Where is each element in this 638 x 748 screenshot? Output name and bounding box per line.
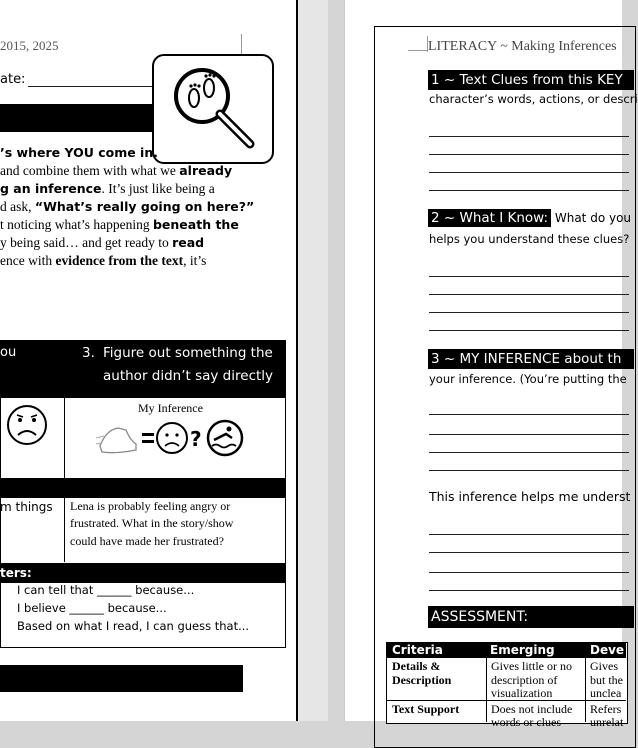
rubric-cell: but the (590, 673, 623, 687)
starters-header-bar (0, 563, 285, 583)
assessment-title: ASSESSMENT: (428, 606, 634, 628)
date-line[interactable] (28, 86, 158, 87)
rubric-col-divider (585, 658, 586, 722)
answer-line[interactable] (429, 414, 629, 415)
answer-line[interactable] (429, 294, 629, 295)
example-left-text: m things (0, 500, 53, 514)
section-2-line-1: 2 ~ What I Know: What do you (428, 210, 631, 226)
answer-line[interactable] (429, 190, 629, 191)
section-2-prompt: helps you understand these clues? (429, 232, 630, 246)
step-3-number: 3. (82, 345, 95, 361)
col-divider (64, 398, 65, 478)
page-header-date: 2015, 2025 (0, 38, 59, 53)
rubric-criteria-details-2: Description (392, 673, 452, 687)
worksheet-page-left (0, 0, 298, 721)
answer-line[interactable] (429, 154, 629, 155)
answer-line[interactable] (429, 434, 629, 435)
answer-line[interactable] (429, 572, 629, 573)
section-3-title: 3 ~ MY INFERENCE about th (428, 349, 634, 369)
intro-line-1: ’s where YOU come in. (0, 145, 158, 160)
sad-face-icon (6, 404, 48, 446)
section-3-prompt: your inference. (You’re putting the (429, 372, 627, 386)
rubric-cell: Does not include (491, 702, 573, 716)
bottom-banner (0, 665, 243, 692)
answer-line[interactable] (429, 172, 629, 173)
starter-3: Based on what I read, I can guess that... (17, 619, 250, 633)
section-1-title: 1 ~ Text Clues from this KEY (428, 70, 634, 90)
starter-2: I believe ______ because... (17, 601, 167, 615)
answer-line[interactable] (429, 452, 629, 453)
col-divider-2 (64, 498, 65, 562)
rubric-header-criteria: Criteria (392, 643, 443, 657)
sneaker-equals-sad-swimmer-icon (96, 416, 256, 462)
answer-line[interactable] (429, 330, 629, 331)
section-2-title: 2 ~ What I Know: (428, 209, 551, 227)
right-page-border (374, 26, 636, 748)
answer-line[interactable] (429, 552, 629, 553)
rubric-cell: unrelat (590, 715, 624, 729)
date-label: ate: (0, 72, 26, 87)
answer-line[interactable] (429, 470, 629, 471)
sentence-starters-label: ters: (0, 566, 32, 580)
right-page-header: LITERACY ~ Making Inferences (428, 39, 617, 54)
rubric-cell: visualization (491, 686, 553, 700)
answer-line[interactable] (429, 534, 629, 535)
svg-text:?: ? (190, 427, 202, 451)
title-banner (0, 104, 150, 132)
rubric-col-divider (486, 658, 487, 722)
intro-line-7: ence with evidence from the text, it’s (0, 253, 207, 268)
answer-line[interactable] (429, 136, 629, 137)
answer-line[interactable] (429, 312, 629, 313)
example-right-line-1: Lena is probably feeling angry or (70, 499, 231, 513)
rubric-header-emerging: Emerging (490, 643, 555, 657)
intro-line-2: and combine them with what we already (0, 163, 233, 178)
starter-1: I can tell that ______ because... (17, 583, 195, 597)
answer-line[interactable] (429, 276, 629, 277)
intro-line-3: g an inference. It’s just like being a (0, 181, 215, 196)
intro-line-5: t noticing what’s happening beneath the (0, 217, 239, 232)
margin-mark (241, 34, 242, 54)
example-right-line-2: frustrated. What in the story/show (70, 516, 234, 530)
intro-line-6: y being said… and get ready to read (0, 235, 205, 250)
my-inference-label: My Inference (138, 401, 203, 415)
rubric-cell: Refers (590, 702, 622, 716)
rubric-cell: Gives little or no (491, 659, 572, 673)
rubric-cell: description of (491, 673, 558, 687)
step-2-header-fragment: ou (0, 345, 17, 360)
understand-prompt: This inference helps me underst (429, 489, 631, 504)
margin-mark-h (408, 50, 428, 51)
section-1-prompt: character’s words, actions, or descri (429, 92, 638, 106)
intro-line-4: d ask, “What’s really going on here?” (0, 199, 255, 214)
example-header-bar (0, 478, 285, 498)
example-right-line-3: could have made her frustrated? (70, 534, 224, 548)
answer-line[interactable] (429, 590, 629, 591)
rubric-cell: unclea (590, 686, 622, 700)
step-3-line-2: author didn’t say directly (103, 368, 274, 384)
rubric-criteria-text-support: Text Support (392, 702, 460, 716)
magnifier-footprints-icon (152, 54, 274, 164)
rubric-cell: words or clues (491, 715, 561, 729)
page-gutter (298, 0, 328, 721)
rubric-header-developing: Deve (590, 643, 625, 657)
rubric-cell: Gives (590, 659, 618, 673)
step-3-line-1: Figure out something the (103, 345, 273, 361)
rubric-criteria-details: Details & (392, 659, 441, 673)
